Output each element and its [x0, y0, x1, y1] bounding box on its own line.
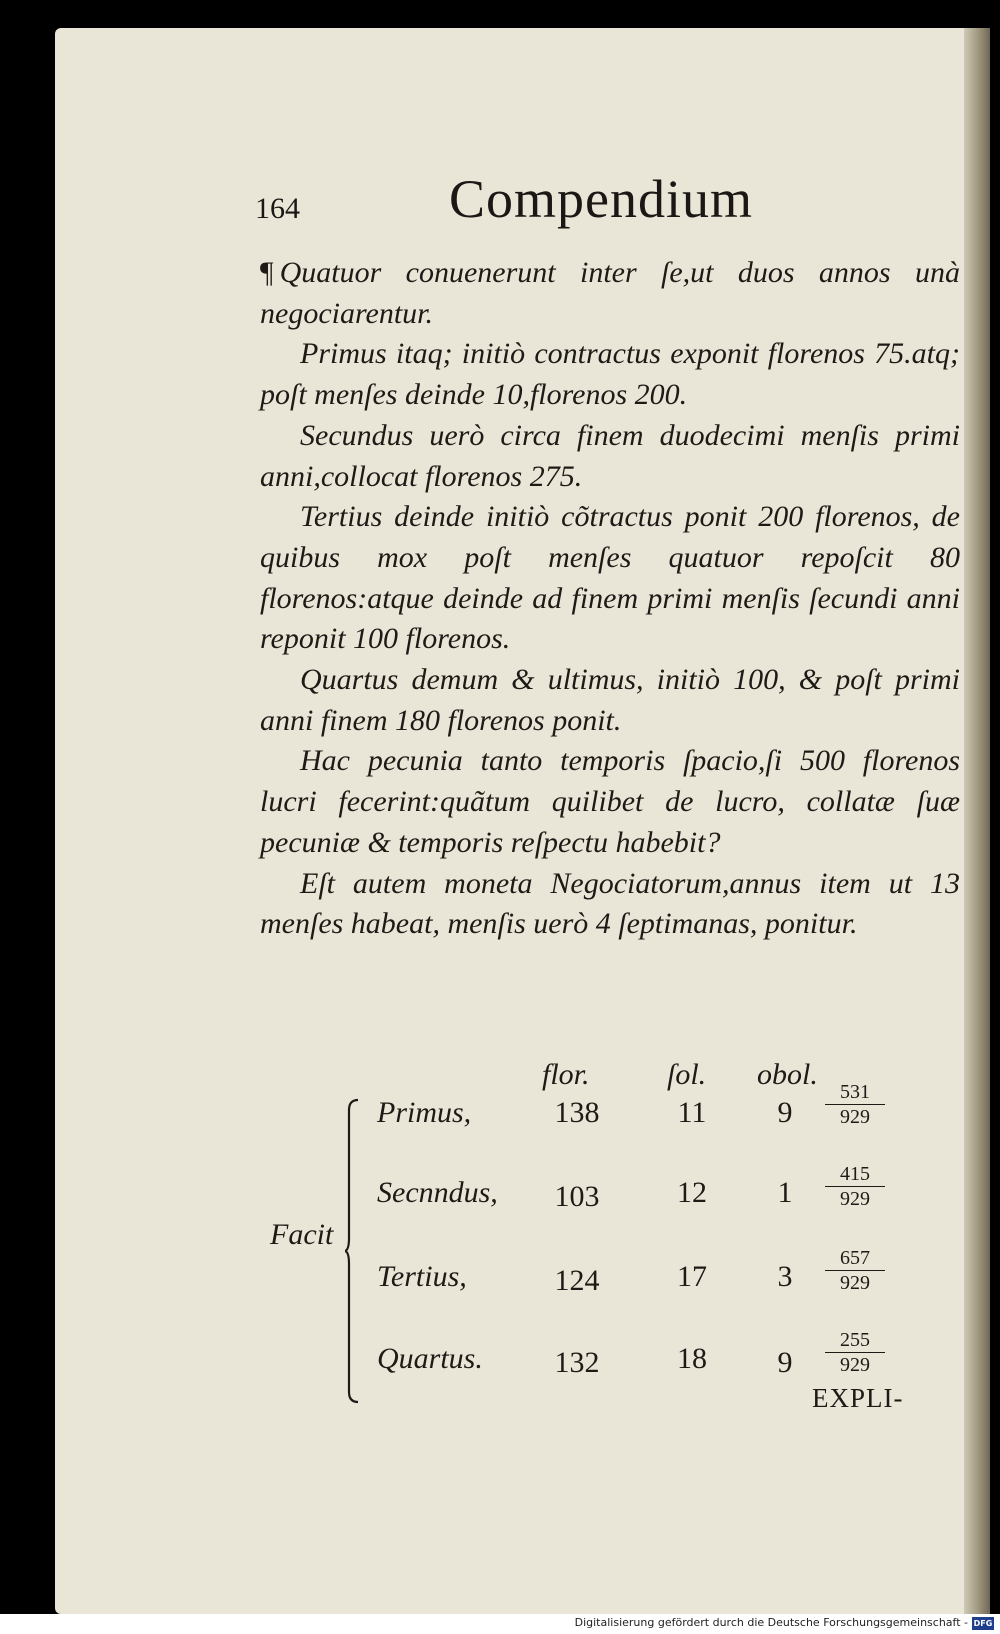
cell-flor: 138 [554, 1096, 600, 1129]
digitization-footer [0, 1614, 1000, 1634]
paragraph-7: Eſt autem moneta Negociatorum,annus item ut 13 menſes habeat, menſis uerò 4 ſeptimanas, ponitur. [260, 866, 960, 941]
page-header [255, 168, 855, 238]
cell-sol: 12 [677, 1176, 707, 1209]
row-label-quartus: Quartus. [377, 1342, 483, 1375]
fraction-denominator: 929 [840, 1354, 870, 1376]
cell-obol: 9 [777, 1346, 793, 1379]
fraction [825, 1164, 885, 1209]
result-table [55, 1058, 990, 1398]
paragraph-1-text: Quatuor conuenerunt inter ſe,ut duos annos unà negociarentur. [260, 256, 960, 330]
cell-flor: 103 [554, 1180, 600, 1213]
paragraph-5: Quartus demum & ultimus, initiò 100, & poſt primi anni finem 180 florenos ponit. [260, 663, 960, 737]
row-label-secundus: Secnndus, [377, 1176, 498, 1209]
pilcrow-mark: ¶ [260, 256, 274, 289]
paragraph-4: Tertius deinde initiò cõtractus ponit 200 florenos, de quibus mox poſt menſes quatuor repoſcit 80 florenos:atque deinde ad finem primi menſis ſecundi anni reponit 100 florenos. [260, 500, 960, 656]
row-label-primus: Primus, [377, 1096, 472, 1129]
row-label-tertius: Tertius, [377, 1260, 467, 1293]
dfg-logo-icon: DFG [973, 1619, 993, 1628]
cell-sol: 18 [677, 1342, 707, 1375]
fraction-numerator: 415 [825, 1164, 885, 1187]
fraction [825, 1330, 885, 1375]
fraction-numerator: 255 [825, 1330, 885, 1353]
fraction-numerator: 531 [825, 1082, 885, 1105]
cell-flor: 132 [554, 1346, 600, 1379]
fraction [825, 1248, 885, 1293]
column-header-obol: obol. [757, 1058, 818, 1091]
fraction-denominator: 929 [840, 1188, 870, 1210]
fraction [825, 1082, 885, 1127]
body-text [260, 253, 960, 945]
fraction-denominator: 929 [840, 1272, 870, 1294]
cell-sol: 17 [677, 1260, 707, 1293]
fraction-denominator: 929 [840, 1106, 870, 1128]
curly-brace [345, 1098, 359, 1404]
column-header-flor: flor. [542, 1058, 590, 1091]
column-header-sol: ſol. [667, 1058, 707, 1091]
book-page [55, 28, 990, 1614]
cell-obol: 9 [777, 1096, 793, 1129]
paragraph-3: Secundus uerò circa finem duodecimi menſis primi anni,collocat florenos 275. [260, 418, 960, 493]
catchword: EXPLI- [812, 1383, 904, 1413]
funding-credit: Digitalisierung gefördert durch die Deutsche Forschungsgemeinschaft - [574, 1616, 968, 1629]
cell-flor: 124 [554, 1264, 600, 1297]
facit-label: Facit [270, 1218, 334, 1251]
running-title: Compendium [449, 169, 753, 229]
paragraph-2: Primus itaq; initiò contractus exponit florenos 75.atq; poſt menſes deinde 10,florenos 200. [260, 337, 960, 412]
cell-sol: 11 [677, 1096, 707, 1129]
page-number: 164 [255, 192, 300, 225]
paragraph-6: Hac pecunia tanto temporis ſpacio,ſi 500 florenos lucri fecerint:quãtum quilibet de lucro, collatæ ſuæ pecuniæ & temporis reſpectu habebit? [260, 744, 960, 859]
cell-obol: 1 [777, 1176, 793, 1209]
fraction-numerator: 657 [825, 1248, 885, 1271]
paragraph-1 [260, 253, 960, 334]
cell-obol: 3 [777, 1260, 793, 1293]
